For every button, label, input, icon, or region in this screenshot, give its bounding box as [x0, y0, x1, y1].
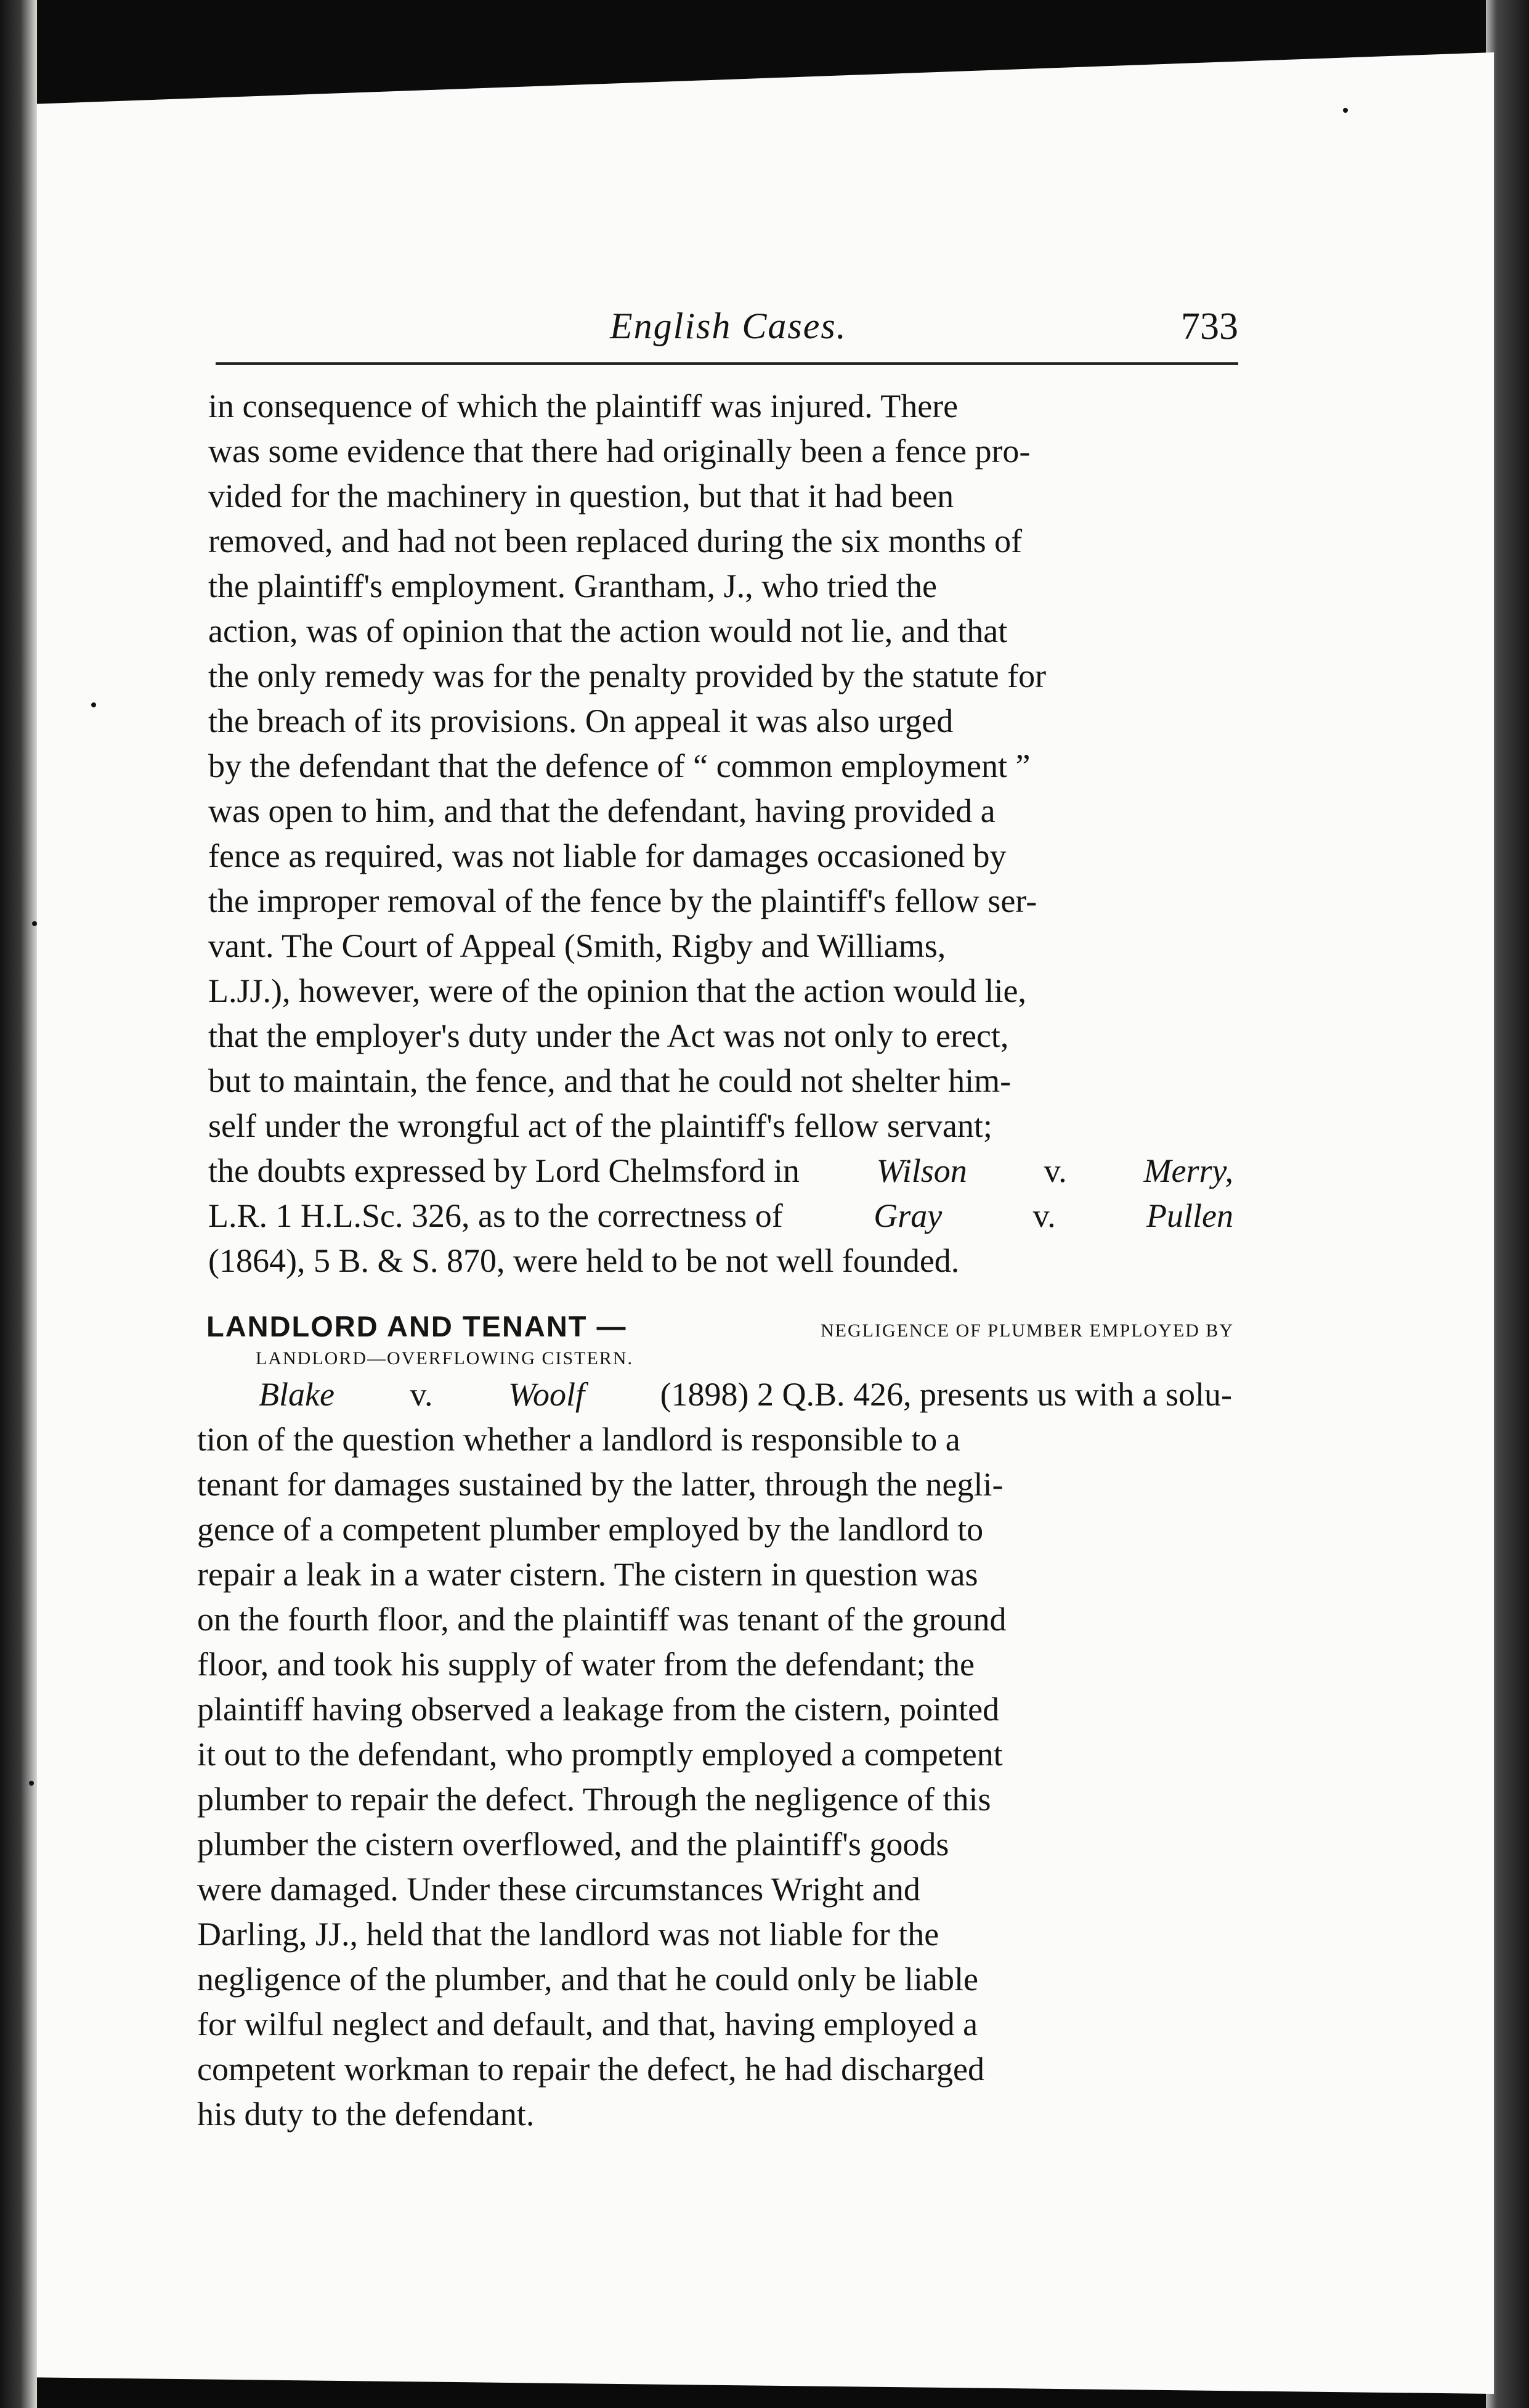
- text-line-35: [197, 2005, 1232, 2050]
- line-text: fence as required, was not liable for damages occasioned by: [208, 837, 1007, 874]
- text-line-6: [208, 612, 1233, 657]
- case-name-pullen: Pullen: [1146, 1197, 1233, 1234]
- line-text: (1898) 2 Q.B. 426, presents us with a solu-: [660, 1376, 1232, 1413]
- line-text: by the defendant that the defence of “ common employment ”: [208, 747, 1031, 784]
- text-line-8: [208, 702, 1233, 747]
- header-rule: [216, 362, 1238, 365]
- line-text: that the employer's duty under the Act was not only to erect,: [208, 1017, 1009, 1054]
- line-text: for wilful neglect and default, and that, having employed a: [197, 2006, 978, 2043]
- case-name-merry: Merry,: [1143, 1152, 1233, 1189]
- line-text: his duty to the defendant.: [197, 2096, 535, 2133]
- line-text: on the fourth floor, and the plaintiff was tenant of the ground: [197, 1601, 1007, 1638]
- ink-speck: [1343, 108, 1348, 113]
- text-line-27: [197, 1645, 1232, 1690]
- text-line-26: [197, 1600, 1232, 1645]
- text-line-19: [208, 1197, 1233, 1242]
- line-text: tion of the question whether a landlord is responsible to a: [197, 1421, 960, 1458]
- text-line-5: [208, 567, 1233, 612]
- line-text: gence of a competent plumber employed by the landlord to: [197, 1511, 984, 1548]
- running-header: [216, 305, 1238, 360]
- line-text: plumber to repair the defect. Through the negligence of this: [197, 1781, 991, 1818]
- line-text: negligence of the plumber, and that he could only be liable: [197, 1961, 978, 1998]
- line-text: action, was of opinion that the action would not lie, and that: [208, 612, 1008, 649]
- line-text: the breach of its provisions. On appeal it was also urged: [208, 702, 954, 739]
- text-line-15: [208, 1017, 1233, 1062]
- text-line-29: [197, 1735, 1232, 1780]
- text-line-30: [197, 1780, 1232, 1825]
- heading-subtitle: NEGLIGENCE OF PLUMBER EMPLOYED BY: [820, 1320, 1234, 1341]
- case-name-wilson: Wilson: [876, 1152, 967, 1189]
- second-paragraph: [197, 1375, 1232, 2140]
- line-text: competent workman to repair the defect, he had discharged: [197, 2051, 984, 2088]
- line-text: the plaintiff's employment. Grantham, J., who tried the: [208, 567, 937, 604]
- ink-speck: [29, 1781, 34, 1786]
- text-line-24: [197, 1510, 1232, 1555]
- line-text: L.JJ.), however, were of the opinion that the action would lie,: [208, 972, 1026, 1009]
- text-line-4: [208, 522, 1233, 567]
- text-line-22: [197, 1420, 1232, 1465]
- text-line-17: [208, 1107, 1233, 1152]
- text-line-7: [208, 657, 1233, 702]
- line-text: vant. The Court of Appeal (Smith, Rigby and Williams,: [208, 927, 946, 964]
- text-line-16: [208, 1062, 1233, 1107]
- text-line-14: [208, 972, 1233, 1017]
- line-text: (1864), 5 B. & S. 870, were held to be not well founded.: [208, 1242, 960, 1279]
- text-line-31: [197, 1825, 1232, 1870]
- line-text: the only remedy was for the penalty provided by the statute for: [208, 657, 1047, 694]
- text-line-28: [197, 1690, 1232, 1735]
- text-line-12: [208, 882, 1233, 927]
- text-line-10: [208, 792, 1233, 837]
- line-text: removed, and had not been replaced during the six months of: [208, 523, 1023, 559]
- text-line-18: [208, 1152, 1233, 1197]
- heading-line: [206, 1309, 1234, 1343]
- line-text: was some evidence that there had originally been a fence pro-: [208, 433, 1031, 470]
- line-text: Darling, JJ., held that the landlord was not liable for the: [197, 1916, 939, 1953]
- line-text: the doubts expressed by Lord Chelmsford in: [208, 1152, 800, 1189]
- case-name-blake: Blake: [259, 1376, 335, 1413]
- heading-main: LANDLORD AND TENANT —: [206, 1310, 627, 1343]
- line-text: was open to him, and that the defendant, having provided a: [208, 792, 996, 829]
- versus-text: v.: [410, 1376, 433, 1413]
- page-number: 733: [1181, 306, 1238, 348]
- text-line-37: [197, 2095, 1232, 2140]
- line-text: self under the wrongful act of the plaintiff's fellow servant;: [208, 1107, 992, 1144]
- first-paragraph: [208, 387, 1233, 1287]
- text-line-25: [197, 1555, 1232, 1600]
- text-line-33: [197, 1915, 1232, 1960]
- line-text: were damaged. Under these circumstances Wright and: [197, 1871, 920, 1908]
- line-text: L.R. 1 H.L.Sc. 326, as to the correctness of: [208, 1197, 783, 1234]
- text-line-2: [208, 432, 1233, 477]
- header-title: English Cases.: [610, 306, 847, 346]
- versus-text: v.: [1032, 1197, 1056, 1234]
- line-text: but to maintain, the fence, and that he could not shelter him-: [208, 1062, 1012, 1099]
- case-name-woolf: Woolf: [508, 1376, 585, 1413]
- line-text: in consequence of which the plaintiff was injured. There: [208, 388, 959, 425]
- text-line-13: [208, 927, 1233, 972]
- text-line-1: [208, 387, 1233, 432]
- text-line-20: [208, 1242, 1233, 1287]
- line-text: floor, and took his supply of water from the defendant; the: [197, 1646, 975, 1683]
- ink-speck: [32, 921, 37, 926]
- text-line-36: [197, 2050, 1232, 2095]
- line-text: the improper removal of the fence by the plaintiff's fellow ser-: [208, 882, 1037, 919]
- text-line-32: [197, 1870, 1232, 1915]
- text-line-9: [208, 747, 1233, 792]
- line-text: plaintiff having observed a leakage from the cistern, pointed: [197, 1691, 1000, 1728]
- text-line-21: [197, 1375, 1232, 1420]
- ink-speck: [91, 702, 96, 707]
- case-name-gray: Gray: [874, 1197, 943, 1234]
- text-line-3: [208, 477, 1233, 522]
- text-line-11: [208, 837, 1233, 882]
- line-text: vided for the machinery in question, but that it had been: [208, 478, 954, 515]
- page-left-shadow: [0, 0, 37, 2408]
- line-text: tenant for damages sustained by the latter, through the negli-: [197, 1466, 1004, 1503]
- versus-text: v.: [1044, 1152, 1067, 1189]
- line-text: it out to the defendant, who promptly employed a competent: [197, 1736, 1003, 1773]
- text-line-34: [197, 1960, 1232, 2005]
- section-heading: [206, 1309, 1234, 1369]
- line-text: repair a leak in a water cistern. The cistern in question was: [197, 1556, 978, 1593]
- heading-second-line: LANDLORD—OVERFLOWING CISTERN.: [256, 1348, 633, 1369]
- line-text: plumber the cistern overflowed, and the plaintiff's goods: [197, 1826, 949, 1863]
- text-line-23: [197, 1465, 1232, 1510]
